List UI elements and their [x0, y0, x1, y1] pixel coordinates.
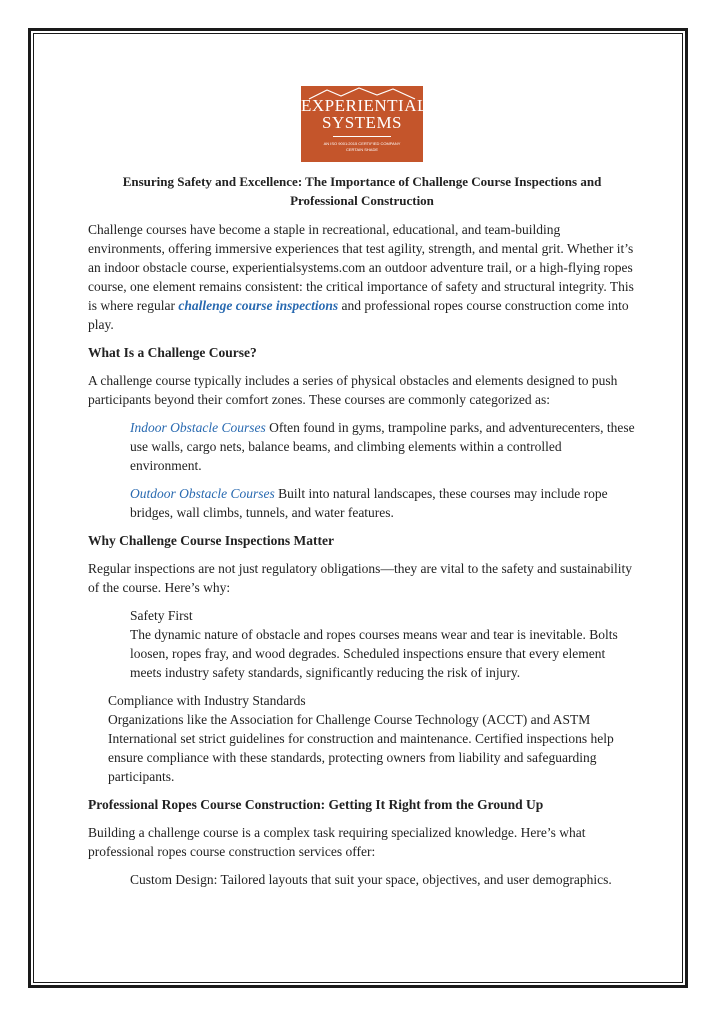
section-heading-what-is: What Is a Challenge Course?: [88, 345, 257, 360]
list-item-text: Organizations like the Association for Challenge Course Technology (ACCT) and ASTM International set strict guidelines for construction and maintenance. Certified inspections help ensure compliance with these standards, protecting owners from liability and safeguarding participants.: [108, 712, 614, 784]
section-body-what-is: A challenge course typically includes a series of physical obstacles and elements designed to push participants beyond their comfort zones. These courses are commonly categorized as:: [88, 373, 618, 407]
logo-tagline-2: CERTAIN SHADE: [345, 147, 379, 152]
logo-divider: [333, 136, 391, 137]
list-item-indoor: [130, 418, 636, 475]
logo-wordmark-line2: SYSTEMS: [321, 113, 403, 132]
intro-text: Challenge courses have become a staple in recreational, educational, and team-building environments, offering immersive experiences that test agility, strength, and mental grit. Whether it’s an indoor obstacle course, experientialsystems.com an outdoor adventure trail, or a high-flying ropes course, one element remains consistent: the critical importance of safety and structural integrity. This is where regular: [88, 222, 634, 313]
logo-wordmark-line1: EXPERIENTIAL: [301, 96, 428, 115]
experiential-systems-logo: [301, 86, 428, 162]
list-item-custom-design: Custom Design: Tailored layouts that suit your space, objectives, and user demographics.: [130, 872, 612, 887]
document-title: Ensuring Safety and Excellence: The Importance of Challenge Course Inspections and Professional Construction: [122, 174, 602, 208]
list-item-text: Often found in gyms, trampoline parks, and adventurecenters, these use walls, cargo nets, balance beams, and climbing elements within a controlled environment.: [130, 420, 635, 473]
section-heading-construction: Professional Ropes Course Construction: Getting It Right from the Ground Up: [88, 797, 544, 812]
indoor-obstacle-courses-link[interactable]: Indoor Obstacle Courses: [130, 420, 266, 435]
list-item-title: Compliance with Industry Standards: [108, 693, 306, 708]
section-heading-why-inspections: Why Challenge Course Inspections Matter: [88, 533, 334, 548]
list-item-outdoor: [130, 484, 636, 522]
challenge-course-inspections-link[interactable]: challenge course inspections: [178, 298, 339, 313]
list-item-title: Safety First: [130, 608, 193, 623]
section-body-why-inspections: Regular inspections are not just regulatory obligations—they are vital to the safety and sustainability of the course. Here’s why:: [88, 561, 632, 595]
logo-tagline: AN ISO 9001:2015 CERTIFIED COMPANY: [323, 141, 401, 146]
intro-paragraph: [88, 220, 636, 334]
section-body-construction: Building a challenge course is a complex task requiring specialized knowledge. Here’s what professional ropes course construction services offer:: [88, 825, 586, 859]
list-item-text: Built into natural landscapes, these courses may include rope bridges, wall climbs, tunnels, and water features.: [130, 486, 608, 520]
document-body: [88, 86, 636, 898]
list-item-text: The dynamic nature of obstacle and ropes courses means wear and tear is inevitable. Bolts loosen, ropes fray, and wood degrades. Scheduled inspections ensure that every element meets industry safety standards, significantly reducing the risk of injury.: [130, 627, 618, 680]
list-item-compliance: [108, 691, 636, 786]
list-item-safety-first: [130, 606, 636, 682]
outdoor-obstacle-courses-link[interactable]: Outdoor Obstacle Courses: [130, 486, 275, 501]
intro-text-end: and professional ropes course construction come into play.: [88, 298, 629, 332]
